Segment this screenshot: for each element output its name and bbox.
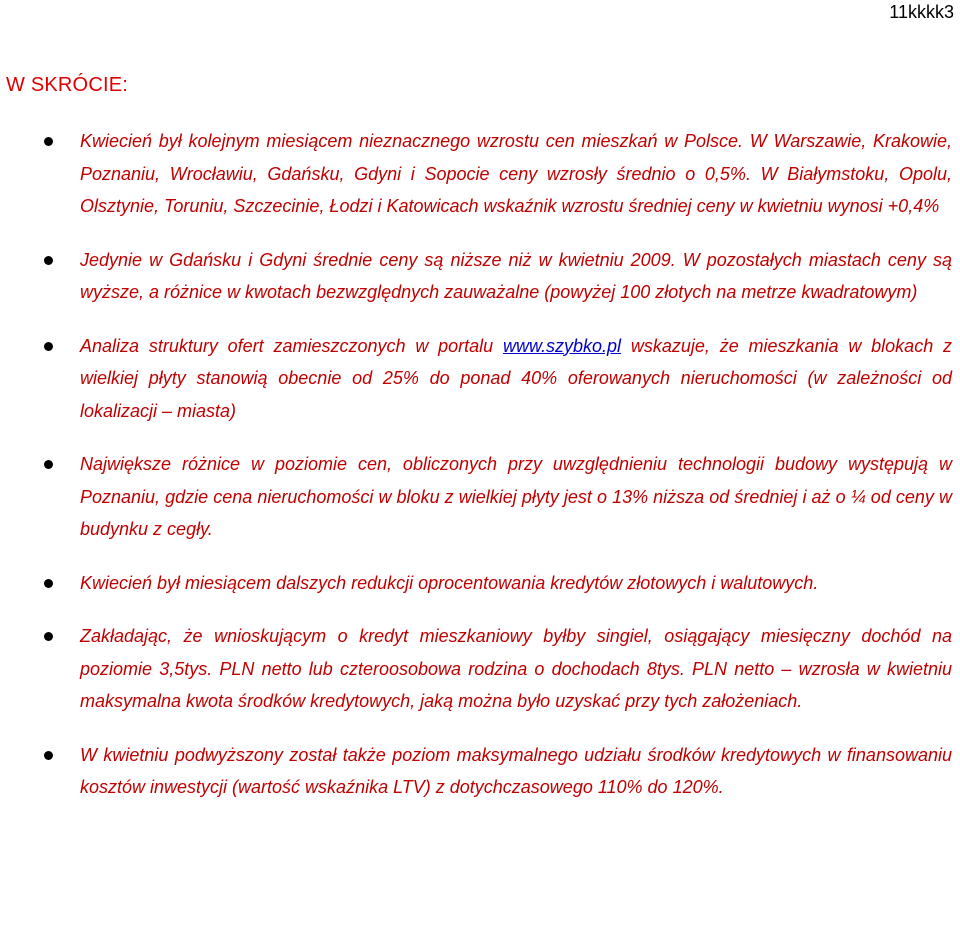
bullet-icon [44,460,53,469]
portal-link[interactable]: www.szybko.pl [503,335,622,356]
bullet-icon [44,342,53,351]
list-item-text-after: wskazuje, że mieszkania w blokach z wielkiej płyty stanowią obecnie od 25% do ponad 40% oferowanych nieruchomości (w zależności od lokalizacji – miasta) [80,335,953,421]
list-item-text: Jedynie w Gdańsku i Gdyni średnie ceny są niższe niż w kwietniu 2009. W pozostałych miastach ceny są wyższe, a różnice w kwotach bezwzględnych zauważalne (powyżej 100 złotych na metrze kwadratowym) [80,249,952,302]
section-heading: W SKRÓCIE: [6,74,129,96]
list-item-text: W kwietniu podwyższony został także poziom maksymalnego udziału środków kredytowych w finansowaniu kosztów inwestycji (wartość wskaźnika LTV) z dotychczasowego 110% do 120%. [80,744,952,797]
list-item-text-before: Analiza struktury ofert zamieszczonych w portalu [80,335,503,356]
list-item [0,448,960,546]
list-item [0,739,960,804]
bullet-icon [44,751,53,760]
list-item [0,620,960,718]
bullet-icon [44,579,53,588]
list-item-text: Kwiecień był kolejnym miesiącem nieznacznego wzrostu cen mieszkań w Polsce. W Warszawie, Krakowie, Poznaniu, Wrocławiu, Gdańsku, Gdyni i Sopocie ceny wzrosły średnio o 0,5%. W Białymstoku, Opolu, Olsztynie, Toruniu, Szczecinie, Łodzi i Katowicach wskaźnik wzrostu średniej ceny w kwietniu wynosi +0,4% [80,131,952,216]
list-item [0,567,960,600]
list-item-text: Największe różnice w poziomie cen, obliczonych przy uwzględnieniu technologii budowy występują w Poznaniu, gdzie cena nieruchomości w bloku z wielkiej płyty jest o 13% niższa od średniej i aż o ¼ od ceny w budynku z cegły. [80,454,952,539]
document-code: 11kkkk3 [889,2,954,22]
list-item-text [80,330,952,428]
list-item-text: Zakładając, że wnioskującym o kredyt mieszkaniowy byłby singiel, osiągający miesięczny dochód na poziomie 3,5tys. PLN netto lub czteroosobowa rodzina o dochodach 8tys. PLN netto – wzrosła w kwietniu maksymalna kwota środków kredytowych, jaką można było uzyskać przy tych założeniach. [80,626,952,711]
bullet-icon [44,632,53,641]
list-item [0,330,960,428]
summary-list [0,125,960,825]
bullet-icon [44,137,53,146]
list-item [0,244,960,309]
list-item-text: Kwiecień był miesiącem dalszych redukcji oprocentowania kredytów złotowych i walutowych. [80,572,819,593]
list-item [0,125,960,223]
bullet-icon [44,256,53,265]
